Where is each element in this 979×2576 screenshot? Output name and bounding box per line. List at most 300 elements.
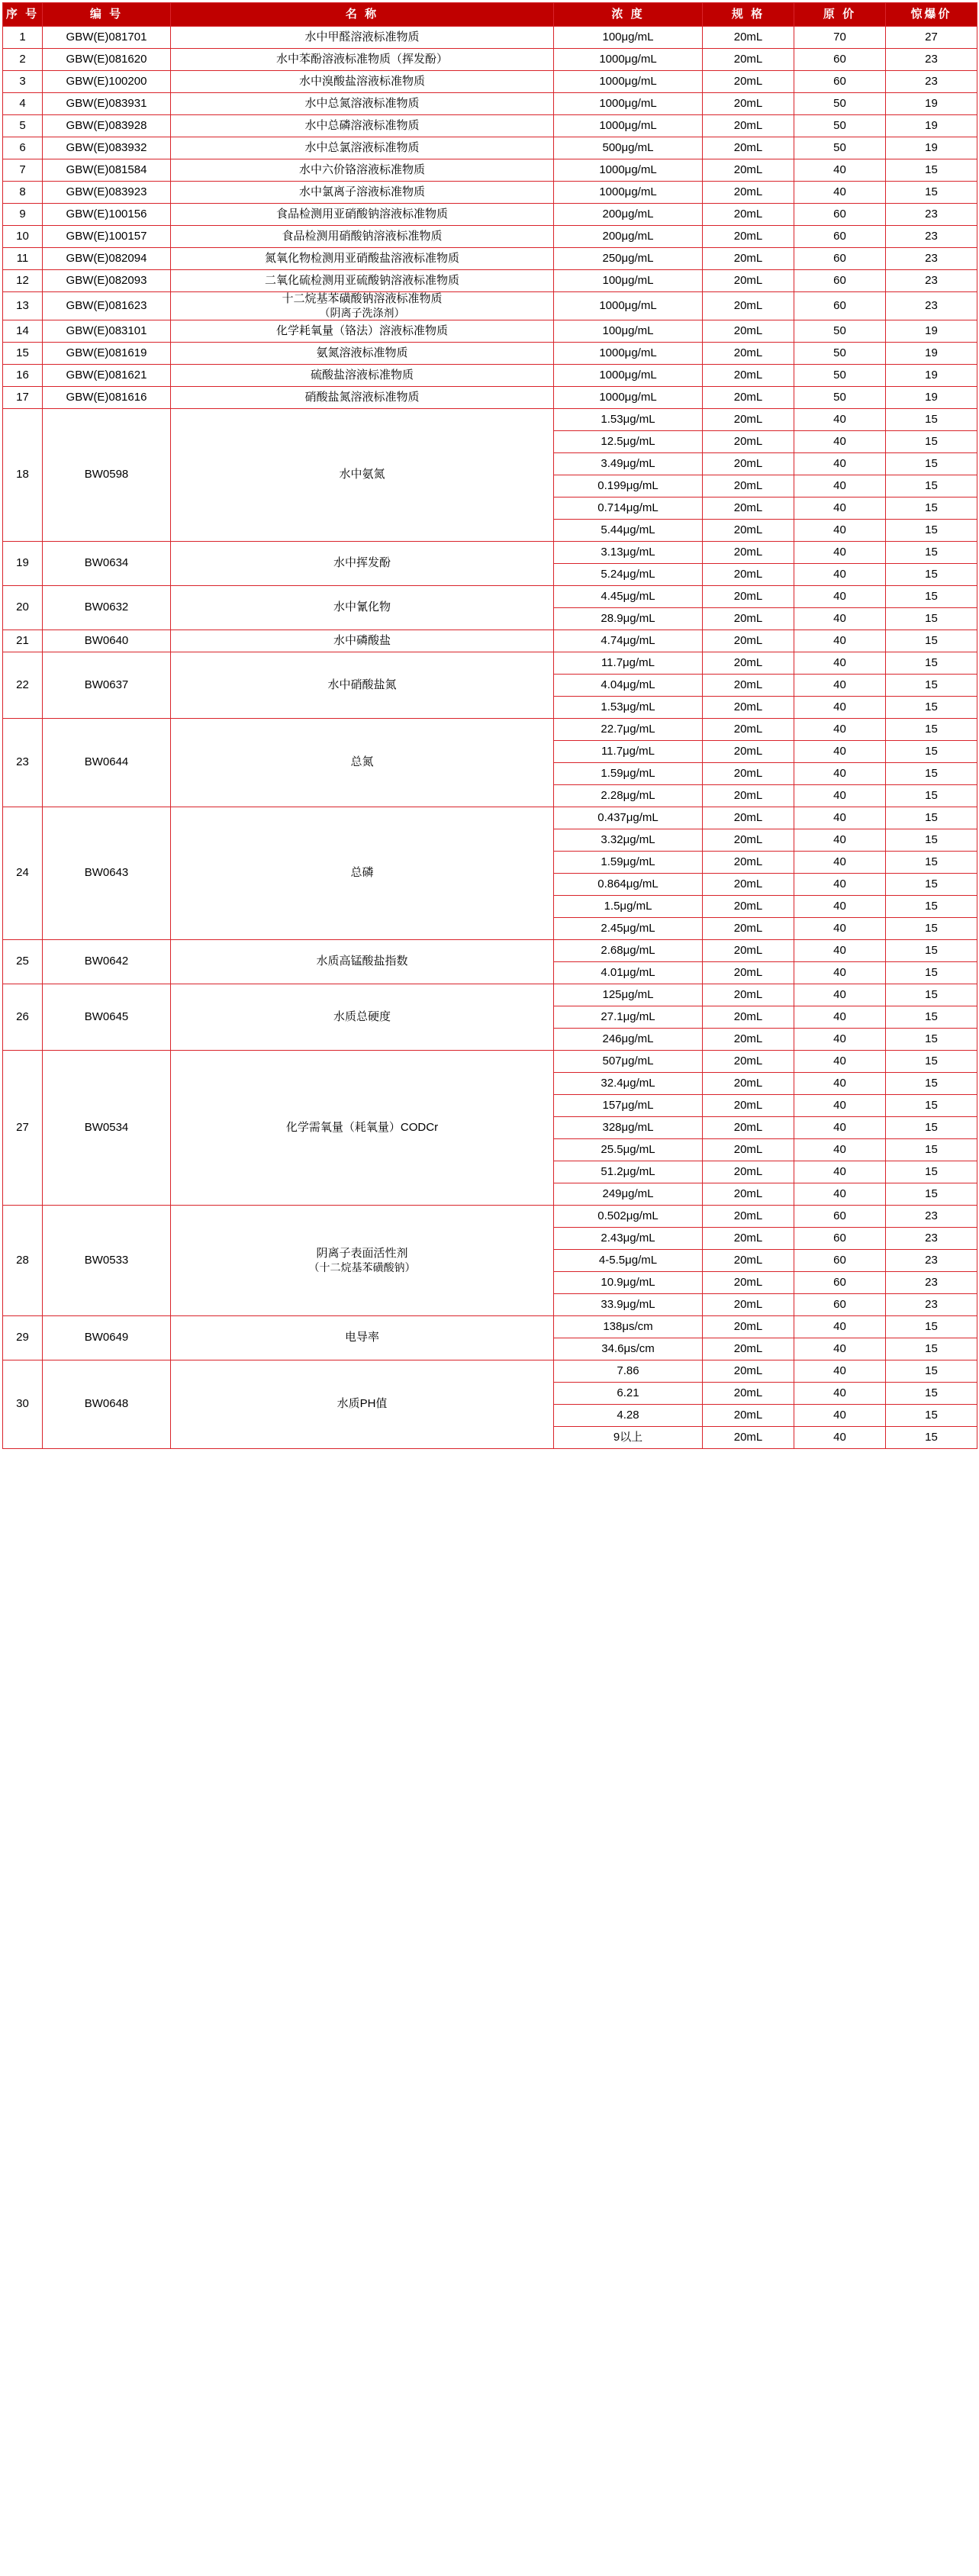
cell-spec: 20mL — [703, 1051, 794, 1073]
cell-name — [171, 984, 554, 1051]
cell-index: 23 — [3, 719, 43, 807]
cell-name — [171, 137, 554, 159]
cell-original-price: 60 — [794, 248, 886, 270]
name-main: 水中溴酸盐溶液标准物质 — [298, 74, 425, 88]
cell-sale-price: 23 — [886, 71, 977, 93]
cell-name — [171, 1206, 554, 1316]
cell-spec: 20mL — [703, 1250, 794, 1272]
cell-name — [171, 159, 554, 182]
name-main: 二氧化硫检测用亚硫酸钠溶液标准物质 — [264, 273, 459, 287]
cell-sale-price: 15 — [886, 652, 977, 675]
cell-spec: 20mL — [703, 49, 794, 71]
cell-original-price: 60 — [794, 71, 886, 93]
table-row — [3, 1051, 977, 1073]
column-header-code: 编 号 — [43, 3, 171, 27]
cell-sale-price: 15 — [886, 984, 977, 1006]
cell-index: 7 — [3, 159, 43, 182]
cell-sale-price: 15 — [886, 1006, 977, 1029]
cell-code: GBW(E)083932 — [43, 137, 171, 159]
cell-original-price: 40 — [794, 1405, 886, 1427]
cell-original-price: 50 — [794, 320, 886, 343]
cell-sale-price: 15 — [886, 896, 977, 918]
cell-code: GBW(E)083101 — [43, 320, 171, 343]
cell-spec: 20mL — [703, 785, 794, 807]
cell-spec: 20mL — [703, 1338, 794, 1360]
cell-code: BW0534 — [43, 1051, 171, 1206]
cell-original-price: 40 — [794, 1117, 886, 1139]
cell-index: 17 — [3, 387, 43, 409]
cell-original-price: 40 — [794, 542, 886, 564]
cell-spec: 20mL — [703, 962, 794, 984]
cell-concentration: 2.43μg/mL — [554, 1228, 703, 1250]
cell-name — [171, 71, 554, 93]
name-main: 水质高锰酸盐指数 — [316, 955, 408, 968]
cell-code: GBW(E)100156 — [43, 204, 171, 226]
table-row — [3, 159, 977, 182]
name-main: 氮氧化物检测用亚硝酸盐溶液标准物质 — [264, 251, 459, 265]
cell-sale-price: 23 — [886, 1206, 977, 1228]
cell-concentration: 34.6μs/cm — [554, 1338, 703, 1360]
cell-sale-price: 23 — [886, 204, 977, 226]
cell-concentration: 1000μg/mL — [554, 49, 703, 71]
cell-index: 4 — [3, 93, 43, 115]
name-main: 水中氰化物 — [333, 601, 391, 614]
standard-materials-price-table — [2, 2, 977, 1449]
cell-name — [171, 292, 554, 320]
table-header — [3, 3, 977, 27]
cell-concentration: 11.7μg/mL — [554, 652, 703, 675]
cell-spec: 20mL — [703, 940, 794, 962]
cell-original-price: 40 — [794, 520, 886, 542]
cell-concentration: 0.714μg/mL — [554, 497, 703, 520]
name-main: 水中六价铬溶液标准物质 — [298, 163, 425, 176]
cell-concentration: 4.04μg/mL — [554, 675, 703, 697]
cell-spec: 20mL — [703, 829, 794, 852]
cell-original-price: 70 — [794, 27, 886, 49]
cell-original-price: 40 — [794, 608, 886, 630]
cell-concentration: 9以上 — [554, 1427, 703, 1449]
cell-spec: 20mL — [703, 1228, 794, 1250]
cell-original-price: 40 — [794, 896, 886, 918]
cell-code: GBW(E)100157 — [43, 226, 171, 248]
cell-concentration: 1.5μg/mL — [554, 896, 703, 918]
cell-code: BW0632 — [43, 586, 171, 630]
name-main: 水中总氯溶液标准物质 — [304, 140, 420, 154]
cell-sale-price: 23 — [886, 270, 977, 292]
cell-original-price: 40 — [794, 431, 886, 453]
cell-index: 1 — [3, 27, 43, 49]
cell-concentration: 25.5μg/mL — [554, 1139, 703, 1161]
cell-index: 29 — [3, 1316, 43, 1360]
cell-index: 19 — [3, 542, 43, 586]
cell-original-price: 60 — [794, 226, 886, 248]
cell-sale-price: 15 — [886, 409, 977, 431]
table-row — [3, 226, 977, 248]
column-header-index: 序 号 — [3, 3, 43, 27]
table-row — [3, 1316, 977, 1338]
cell-original-price: 40 — [794, 807, 886, 829]
cell-original-price: 60 — [794, 292, 886, 320]
cell-spec: 20mL — [703, 1161, 794, 1183]
cell-code: GBW(E)081620 — [43, 49, 171, 71]
cell-spec: 20mL — [703, 652, 794, 675]
cell-spec: 20mL — [703, 1360, 794, 1383]
cell-sale-price: 15 — [886, 852, 977, 874]
table-body — [3, 27, 977, 1449]
cell-original-price: 50 — [794, 365, 886, 387]
name-main: 化学耗氧量（铬法）溶液标准物质 — [275, 324, 448, 337]
cell-concentration: 507μg/mL — [554, 1051, 703, 1073]
name-main: 食品检测用硝酸钠溶液标准物质 — [282, 229, 443, 243]
cell-concentration: 0.437μg/mL — [554, 807, 703, 829]
cell-sale-price: 15 — [886, 1360, 977, 1383]
cell-spec: 20mL — [703, 1006, 794, 1029]
cell-concentration: 28.9μg/mL — [554, 608, 703, 630]
cell-sale-price: 23 — [886, 1272, 977, 1294]
cell-sale-price: 15 — [886, 741, 977, 763]
table-row — [3, 49, 977, 71]
table-row — [3, 984, 977, 1006]
cell-code: BW0642 — [43, 940, 171, 984]
cell-original-price: 60 — [794, 1228, 886, 1250]
cell-spec: 20mL — [703, 1383, 794, 1405]
cell-name — [171, 807, 554, 940]
cell-spec: 20mL — [703, 497, 794, 520]
table-row — [3, 1206, 977, 1228]
cell-name — [171, 49, 554, 71]
cell-code: BW0533 — [43, 1206, 171, 1316]
cell-spec: 20mL — [703, 71, 794, 93]
cell-code: GBW(E)081621 — [43, 365, 171, 387]
cell-original-price: 40 — [794, 697, 886, 719]
cell-concentration: 33.9μg/mL — [554, 1294, 703, 1316]
cell-name — [171, 248, 554, 270]
cell-name — [171, 630, 554, 652]
cell-spec: 20mL — [703, 1294, 794, 1316]
cell-concentration: 1000μg/mL — [554, 115, 703, 137]
cell-original-price: 50 — [794, 115, 886, 137]
cell-spec: 20mL — [703, 675, 794, 697]
cell-original-price: 40 — [794, 1139, 886, 1161]
cell-concentration: 1000μg/mL — [554, 365, 703, 387]
name-main: 水中总氮溶液标准物质 — [304, 96, 420, 110]
cell-spec: 20mL — [703, 387, 794, 409]
cell-sale-price: 15 — [886, 1117, 977, 1139]
cell-spec: 20mL — [703, 1272, 794, 1294]
cell-concentration: 4.28 — [554, 1405, 703, 1427]
cell-original-price: 40 — [794, 1073, 886, 1095]
cell-code: GBW(E)081623 — [43, 292, 171, 320]
name-main: 水中硝酸盐氮 — [327, 678, 397, 691]
cell-index: 20 — [3, 586, 43, 630]
cell-original-price: 40 — [794, 1427, 886, 1449]
cell-original-price: 60 — [794, 204, 886, 226]
cell-sale-price: 15 — [886, 586, 977, 608]
cell-spec: 20mL — [703, 159, 794, 182]
cell-name — [171, 542, 554, 586]
cell-original-price: 40 — [794, 874, 886, 896]
cell-sale-price: 15 — [886, 1183, 977, 1206]
table-row — [3, 365, 977, 387]
cell-spec: 20mL — [703, 431, 794, 453]
cell-code: GBW(E)082094 — [43, 248, 171, 270]
cell-original-price: 40 — [794, 1095, 886, 1117]
cell-name — [171, 226, 554, 248]
cell-concentration: 22.7μg/mL — [554, 719, 703, 741]
cell-concentration: 249μg/mL — [554, 1183, 703, 1206]
cell-spec: 20mL — [703, 1427, 794, 1449]
name-sub: （阴离子洗涤剂） — [319, 306, 405, 319]
cell-concentration: 5.24μg/mL — [554, 564, 703, 586]
cell-sale-price: 15 — [886, 1316, 977, 1338]
table-row — [3, 940, 977, 962]
cell-original-price: 50 — [794, 387, 886, 409]
cell-index: 24 — [3, 807, 43, 940]
cell-concentration: 100μg/mL — [554, 270, 703, 292]
cell-sale-price: 15 — [886, 1073, 977, 1095]
cell-concentration: 1000μg/mL — [554, 93, 703, 115]
cell-spec: 20mL — [703, 741, 794, 763]
cell-code: GBW(E)081619 — [43, 343, 171, 365]
cell-concentration: 27.1μg/mL — [554, 1006, 703, 1029]
cell-spec: 20mL — [703, 1405, 794, 1427]
cell-code: BW0645 — [43, 984, 171, 1051]
cell-concentration: 328μg/mL — [554, 1117, 703, 1139]
cell-original-price: 40 — [794, 984, 886, 1006]
cell-spec: 20mL — [703, 453, 794, 475]
cell-code: BW0640 — [43, 630, 171, 652]
cell-code: BW0598 — [43, 409, 171, 542]
cell-spec: 20mL — [703, 1095, 794, 1117]
cell-concentration: 125μg/mL — [554, 984, 703, 1006]
cell-sale-price: 23 — [886, 226, 977, 248]
cell-spec: 20mL — [703, 896, 794, 918]
cell-name — [171, 343, 554, 365]
cell-spec: 20mL — [703, 204, 794, 226]
cell-spec: 20mL — [703, 226, 794, 248]
cell-original-price: 40 — [794, 564, 886, 586]
cell-code: GBW(E)081616 — [43, 387, 171, 409]
cell-index: 6 — [3, 137, 43, 159]
cell-concentration: 138μs/cm — [554, 1316, 703, 1338]
table-row — [3, 27, 977, 49]
cell-concentration: 4-5.5μg/mL — [554, 1250, 703, 1272]
cell-sale-price: 15 — [886, 1029, 977, 1051]
cell-sale-price: 15 — [886, 1405, 977, 1427]
cell-sale-price: 23 — [886, 1228, 977, 1250]
column-header-concentration: 浓 度 — [554, 3, 703, 27]
cell-original-price: 60 — [794, 1250, 886, 1272]
cell-original-price: 40 — [794, 741, 886, 763]
cell-name — [171, 27, 554, 49]
cell-concentration: 246μg/mL — [554, 1029, 703, 1051]
cell-name — [171, 719, 554, 807]
table-row — [3, 115, 977, 137]
table-row — [3, 292, 977, 320]
cell-code: GBW(E)083931 — [43, 93, 171, 115]
cell-sale-price: 19 — [886, 93, 977, 115]
cell-index: 9 — [3, 204, 43, 226]
cell-sale-price: 15 — [886, 807, 977, 829]
cell-spec: 20mL — [703, 93, 794, 115]
cell-sale-price: 15 — [886, 962, 977, 984]
name-main: 水中氨氮 — [339, 468, 385, 481]
cell-index: 21 — [3, 630, 43, 652]
cell-spec: 20mL — [703, 586, 794, 608]
cell-concentration: 12.5μg/mL — [554, 431, 703, 453]
cell-sale-price: 15 — [886, 675, 977, 697]
cell-spec: 20mL — [703, 1073, 794, 1095]
table-row — [3, 320, 977, 343]
cell-concentration: 1000μg/mL — [554, 71, 703, 93]
cell-name — [171, 320, 554, 343]
table-row — [3, 719, 977, 741]
cell-spec: 20mL — [703, 542, 794, 564]
cell-concentration: 7.86 — [554, 1360, 703, 1383]
cell-original-price: 40 — [794, 409, 886, 431]
cell-sale-price: 15 — [886, 763, 977, 785]
cell-sale-price: 23 — [886, 248, 977, 270]
cell-sale-price: 15 — [886, 1161, 977, 1183]
cell-sale-price: 23 — [886, 1250, 977, 1272]
cell-index: 2 — [3, 49, 43, 71]
table-row — [3, 343, 977, 365]
column-header-sale-price: 惊爆价 — [886, 3, 977, 27]
cell-original-price: 40 — [794, 763, 886, 785]
cell-concentration: 500μg/mL — [554, 137, 703, 159]
name-main: 水中挥发酚 — [333, 556, 391, 570]
cell-sale-price: 19 — [886, 320, 977, 343]
cell-concentration: 250μg/mL — [554, 248, 703, 270]
cell-concentration: 2.68μg/mL — [554, 940, 703, 962]
cell-concentration: 4.45μg/mL — [554, 586, 703, 608]
name-sub: （十二烷基苯磺酸钠） — [308, 1261, 416, 1274]
cell-spec: 20mL — [703, 852, 794, 874]
cell-sale-price: 15 — [886, 874, 977, 896]
cell-sale-price: 15 — [886, 453, 977, 475]
cell-code: BW0634 — [43, 542, 171, 586]
cell-spec: 20mL — [703, 763, 794, 785]
cell-sale-price: 15 — [886, 1383, 977, 1405]
cell-code: BW0649 — [43, 1316, 171, 1360]
cell-original-price: 40 — [794, 453, 886, 475]
cell-concentration: 11.7μg/mL — [554, 741, 703, 763]
table-row — [3, 248, 977, 270]
cell-concentration: 1000μg/mL — [554, 343, 703, 365]
cell-index: 30 — [3, 1360, 43, 1449]
cell-original-price: 40 — [794, 475, 886, 497]
cell-sale-price: 19 — [886, 365, 977, 387]
cell-index: 8 — [3, 182, 43, 204]
cell-concentration: 1.59μg/mL — [554, 763, 703, 785]
cell-concentration: 10.9μg/mL — [554, 1272, 703, 1294]
cell-spec: 20mL — [703, 1029, 794, 1051]
cell-name — [171, 1051, 554, 1206]
cell-concentration: 6.21 — [554, 1383, 703, 1405]
table-row — [3, 93, 977, 115]
cell-sale-price: 15 — [886, 564, 977, 586]
cell-spec: 20mL — [703, 719, 794, 741]
cell-sale-price: 15 — [886, 497, 977, 520]
cell-index: 15 — [3, 343, 43, 365]
cell-spec: 20mL — [703, 807, 794, 829]
name-main: 水中总磷溶液标准物质 — [304, 118, 420, 132]
cell-sale-price: 15 — [886, 431, 977, 453]
cell-original-price: 60 — [794, 1272, 886, 1294]
cell-original-price: 40 — [794, 719, 886, 741]
cell-index: 14 — [3, 320, 43, 343]
cell-concentration: 3.32μg/mL — [554, 829, 703, 852]
cell-sale-price: 23 — [886, 1294, 977, 1316]
name-main: 硫酸盐溶液标准物质 — [310, 368, 414, 382]
name-main: 氨氮溶液标准物质 — [316, 346, 408, 359]
cell-name — [171, 387, 554, 409]
cell-index: 3 — [3, 71, 43, 93]
cell-sale-price: 15 — [886, 1051, 977, 1073]
table-row — [3, 630, 977, 652]
cell-spec: 20mL — [703, 343, 794, 365]
cell-sale-price: 15 — [886, 630, 977, 652]
cell-index: 27 — [3, 1051, 43, 1206]
name-main: 水中苯酚溶液标准物质（挥发酚） — [275, 52, 448, 66]
cell-original-price: 40 — [794, 1316, 886, 1338]
cell-spec: 20mL — [703, 1316, 794, 1338]
cell-name — [171, 1360, 554, 1449]
cell-spec: 20mL — [703, 520, 794, 542]
cell-concentration: 1000μg/mL — [554, 387, 703, 409]
name-main: 电导率 — [344, 1331, 379, 1344]
cell-concentration: 5.44μg/mL — [554, 520, 703, 542]
cell-concentration: 2.45μg/mL — [554, 918, 703, 940]
cell-spec: 20mL — [703, 608, 794, 630]
cell-concentration: 1.53μg/mL — [554, 409, 703, 431]
cell-concentration: 0.502μg/mL — [554, 1206, 703, 1228]
cell-sale-price: 23 — [886, 49, 977, 71]
cell-concentration: 51.2μg/mL — [554, 1161, 703, 1183]
cell-spec: 20mL — [703, 248, 794, 270]
cell-spec: 20mL — [703, 270, 794, 292]
cell-code: GBW(E)083923 — [43, 182, 171, 204]
cell-spec: 20mL — [703, 918, 794, 940]
cell-original-price: 40 — [794, 1006, 886, 1029]
cell-sale-price: 15 — [886, 182, 977, 204]
cell-sale-price: 15 — [886, 719, 977, 741]
cell-sale-price: 19 — [886, 137, 977, 159]
cell-sale-price: 15 — [886, 475, 977, 497]
cell-original-price: 50 — [794, 93, 886, 115]
table-header-row — [3, 3, 977, 27]
cell-sale-price: 15 — [886, 1427, 977, 1449]
table-row — [3, 1360, 977, 1383]
cell-code: GBW(E)081701 — [43, 27, 171, 49]
cell-original-price: 40 — [794, 586, 886, 608]
cell-sale-price: 27 — [886, 27, 977, 49]
cell-original-price: 40 — [794, 497, 886, 520]
cell-concentration: 1.59μg/mL — [554, 852, 703, 874]
cell-index: 5 — [3, 115, 43, 137]
table-row — [3, 409, 977, 431]
cell-original-price: 60 — [794, 1294, 886, 1316]
cell-sale-price: 15 — [886, 918, 977, 940]
cell-spec: 20mL — [703, 874, 794, 896]
cell-sale-price: 15 — [886, 1338, 977, 1360]
cell-sale-price: 15 — [886, 697, 977, 719]
name-main: 十二烷基苯磺酸钠溶液标准物质 — [282, 292, 443, 305]
name-main: 总磷 — [350, 866, 374, 880]
cell-index: 13 — [3, 292, 43, 320]
name-main: 硝酸盐氮溶液标准物质 — [304, 390, 420, 404]
cell-code: BW0637 — [43, 652, 171, 719]
